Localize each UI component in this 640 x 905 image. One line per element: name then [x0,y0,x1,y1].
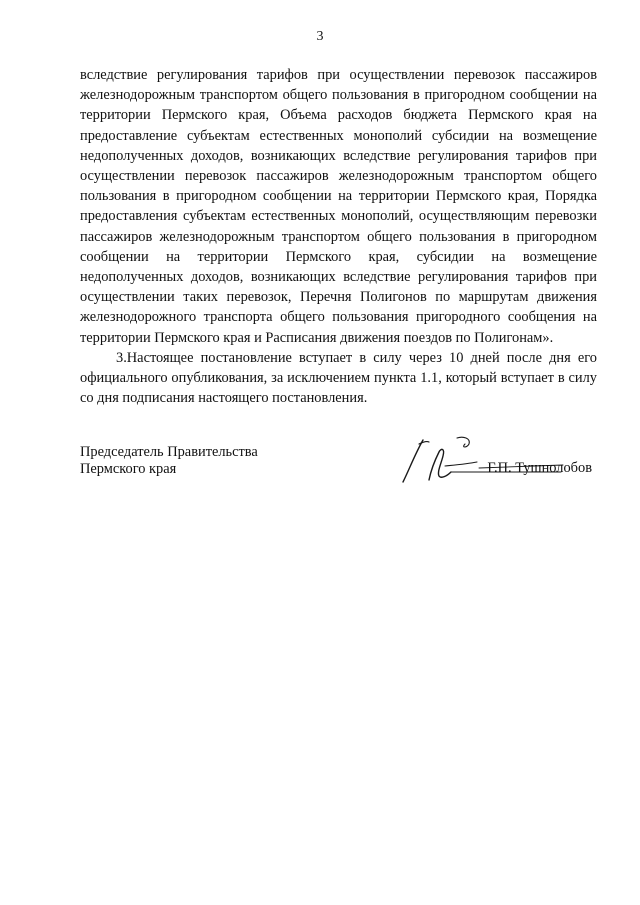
signatory-position [80,444,258,477]
signature-block [80,444,597,504]
body-paragraph-continuation: вследствие регулирования тарифов при осуществлении перевозок пассажиров железнодорожным транспортом общего пользования в пригородном сообщении на территории Пермского края, Объема расходов бюджета Пермского края на предоставление субъектам естественных монополий субсидии на возмещение недополученных доходов, возникающих вследствие регулирования тарифов при осуществлении перевозок пассажиров железнодорожным транспортом общего пользования в пригородном сообщении на территории Пермского края, Порядка предоставления субъектам естественных монополий, осуществляющим перевозки пассажиров железнодорожным транспортом общего пользования в пригородном сообщении на территории Пермского края, субсидии на возмещение недополученных доходов, возникающих вследствие регулирования тарифов при осуществлении таких перевозок, Перечня Полигонов по маршрутам движения железнодорожного транспорта общего пользования пригородного сообщения на территории Пермского края и Расписания движения поездов по Полигонам». [80,67,597,346]
signatory-position-line-2: Пермского края [80,460,177,477]
signatory-position-line-1: Председатель Правительства [80,444,258,460]
signatory-name: Г.П. Тушнолобов [487,460,592,476]
body-paragraph-effective-date: 3.Настоящее постановление вступает в силу через 10 дней после дня его официального опубликования, за исключением пункта 1.1, который вступает в силу со дня подписания настоящего постановления. [80,349,597,407]
page-number: 3 [316,29,324,44]
document-body [80,65,597,408]
